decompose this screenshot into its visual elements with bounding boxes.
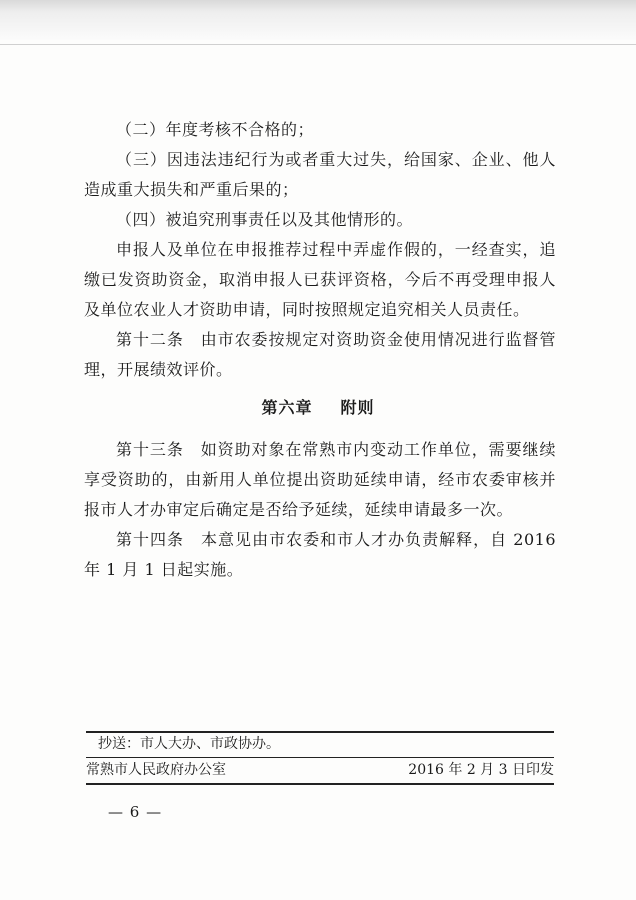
cc-recipients: 市人大办、市政协办。 xyxy=(140,736,280,752)
clause-3-paragraph: （三）因违法违纪行为或者重大过失，给国家、企业、他人造成重大损失和严重后果的； xyxy=(84,150,556,199)
scan-top-line xyxy=(0,44,636,45)
footer-middle-rule xyxy=(86,757,554,758)
article-13-paragraph: 第十三条 如资助对象在常熟市内变动工作单位，需要继续享受资助的，由新用人单位提出资助延续申请，经市农委审核并报市人才办审定后确定是否给予延续，延续申请最多一次。 xyxy=(84,440,556,519)
article-12-paragraph: 第十二条 由市农委按规定对资助资金使用情况进行监督管理，开展绩效评价。 xyxy=(84,330,556,379)
clause-4-paragraph: （四）被追究刑事责任以及其他情形的。 xyxy=(116,210,414,229)
chapter-title: 附则 xyxy=(340,398,375,417)
issue-line xyxy=(86,760,554,780)
article-14-paragraph: 第十四条 本意见由市农委和市人才办负责解释，自 2016 年 1 月 1 日起实施。 xyxy=(84,530,556,579)
clause-2-paragraph: （二）年度考核不合格的； xyxy=(116,120,315,139)
page-number: — 6 — xyxy=(108,803,163,821)
issuing-office: 常熟市人民政府办公室 xyxy=(86,762,226,778)
scan-top-edge xyxy=(0,0,636,40)
cc-label: 抄送： xyxy=(98,736,140,752)
fraud-penalty-paragraph: 申报人及单位在申报推荐过程中弄虚作假的，一经查实，追缴已发资助资金，取消申报人已获评资格，今后不再受理申报人及单位农业人才资助申请，同时按照规定追究相关人员责任。 xyxy=(84,240,556,319)
chapter-heading xyxy=(0,395,636,418)
footer-top-rule xyxy=(86,731,554,733)
issue-date: 2016 年 2 月 3 日印发 xyxy=(408,762,554,778)
chapter-number: 第六章 xyxy=(261,398,313,417)
footer-bottom-rule xyxy=(86,783,554,785)
cc-line xyxy=(86,734,566,754)
